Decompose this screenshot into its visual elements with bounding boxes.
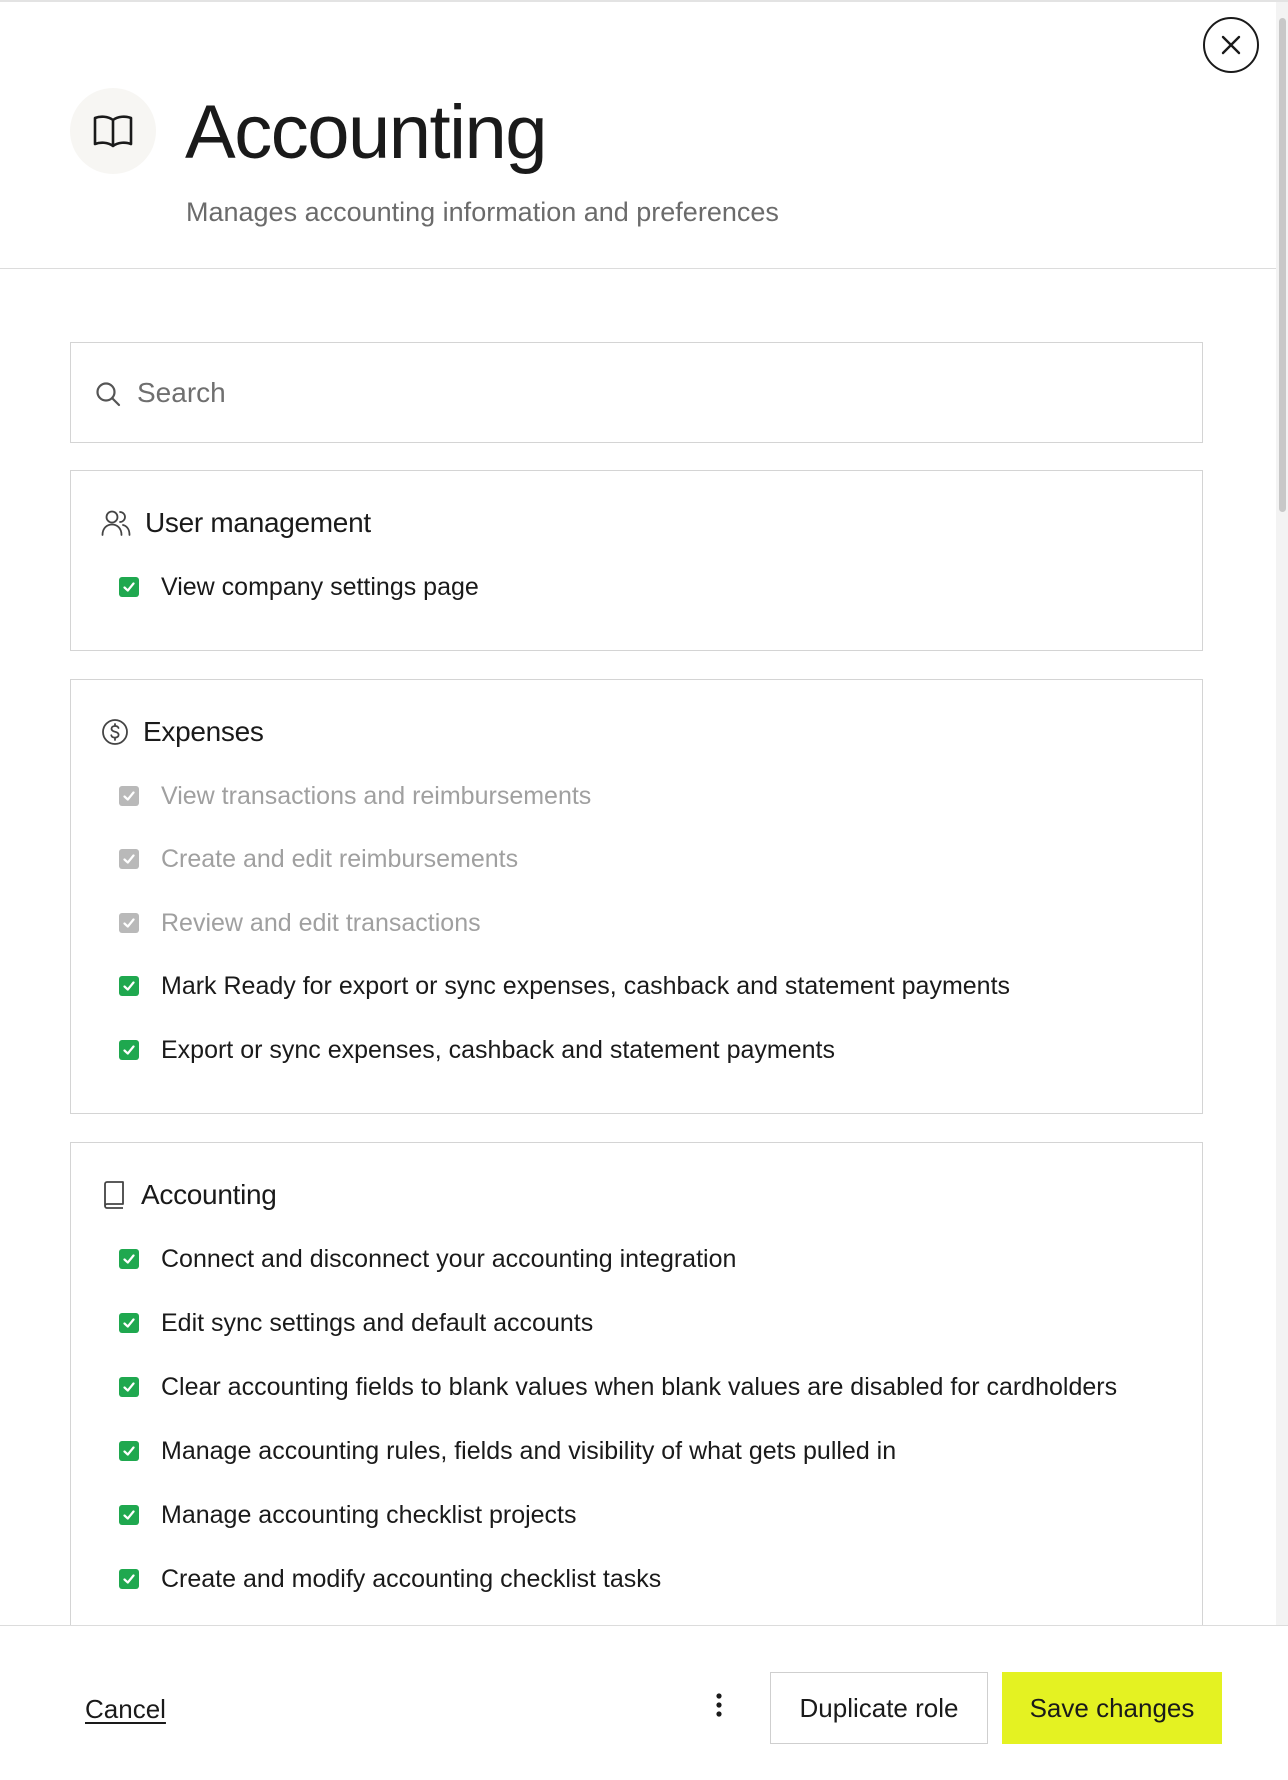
check-icon — [122, 1252, 136, 1266]
header-icon-badge — [70, 88, 156, 174]
permission-item — [119, 841, 518, 877]
check-icon — [122, 1444, 136, 1458]
permission-label: Create and edit reimbursements — [161, 845, 519, 873]
check-icon — [122, 580, 136, 594]
duplicate-role-button[interactable]: Duplicate role — [770, 1672, 988, 1744]
checkbox-checked[interactable] — [119, 577, 139, 597]
checkbox-checked[interactable] — [119, 1040, 139, 1060]
check-icon — [122, 916, 136, 930]
permission-label: Create and modify accounting checklist tasks — [161, 1565, 662, 1593]
check-icon — [122, 852, 136, 866]
section-title: Expenses — [143, 716, 264, 747]
section-header — [101, 507, 371, 539]
more-options-button[interactable] — [704, 1688, 734, 1722]
permission-label: Manage accounting checklist projects — [161, 1501, 577, 1529]
permission-item[interactable] — [119, 1032, 835, 1068]
section-header — [101, 716, 264, 748]
scrollbar-thumb[interactable] — [1279, 18, 1286, 512]
top-border — [0, 0, 1288, 2]
permission-item[interactable] — [119, 1305, 593, 1341]
section-user-management — [70, 470, 1203, 651]
permission-item[interactable] — [119, 1433, 896, 1469]
checkbox-disabled-checked — [119, 913, 139, 933]
permission-item[interactable] — [119, 1497, 577, 1533]
checkbox-checked[interactable] — [119, 1249, 139, 1269]
header-divider — [0, 268, 1276, 269]
permission-item[interactable] — [119, 1561, 661, 1597]
permission-item — [119, 905, 481, 941]
search-box[interactable] — [70, 342, 1203, 443]
check-icon — [122, 1508, 136, 1522]
checkbox-disabled-checked — [119, 786, 139, 806]
dollar-circle-icon — [101, 718, 129, 746]
section-title: Accounting — [141, 1179, 277, 1210]
permission-label: Clear accounting fields to blank values when blank values are disabled for cardholders — [161, 1373, 1118, 1401]
section-header — [101, 1179, 277, 1211]
check-icon — [122, 979, 136, 993]
open-book-icon — [92, 113, 134, 149]
close-icon — [1220, 34, 1242, 56]
search-input[interactable] — [137, 343, 1177, 442]
permission-label: View transactions and reimbursements — [161, 782, 592, 810]
check-icon — [122, 1316, 136, 1330]
section-expenses — [70, 679, 1203, 1114]
permission-label: Export or sync expenses, cashback and statement payments — [161, 1036, 835, 1064]
checkbox-checked[interactable] — [119, 1505, 139, 1525]
check-icon — [122, 1043, 136, 1057]
permission-label: Mark Ready for export or sync expenses, cashback and statement payments — [161, 972, 1011, 1000]
check-icon — [122, 1380, 136, 1394]
page-title: Accounting — [185, 90, 547, 175]
checkbox-checked[interactable] — [119, 1377, 139, 1397]
permission-label: Connect and disconnect your accounting integration — [161, 1245, 737, 1273]
book-icon — [101, 1180, 127, 1210]
checkbox-checked[interactable] — [119, 1569, 139, 1589]
check-icon — [122, 1572, 136, 1586]
check-icon — [122, 789, 136, 803]
cancel-link[interactable]: Cancel — [85, 1694, 166, 1724]
permission-label: Review and edit transactions — [161, 909, 481, 937]
close-button[interactable] — [1203, 17, 1259, 73]
permission-label: View company settings page — [161, 573, 479, 601]
permission-label: Edit sync settings and default accounts — [161, 1309, 594, 1337]
permission-item[interactable] — [119, 1241, 736, 1277]
page-subtitle: Manages accounting information and preferences — [186, 197, 779, 227]
checkbox-checked[interactable] — [119, 1313, 139, 1333]
save-changes-button[interactable]: Save changes — [1002, 1672, 1222, 1744]
search-icon — [95, 381, 121, 407]
checkbox-checked[interactable] — [119, 976, 139, 996]
permission-item[interactable] — [119, 569, 479, 605]
section-title: User management — [145, 507, 371, 538]
checkbox-checked[interactable] — [119, 1441, 139, 1461]
permission-label: Manage accounting rules, fields and visibility of what gets pulled in — [161, 1437, 897, 1465]
checkbox-disabled-checked — [119, 849, 139, 869]
permission-item[interactable] — [119, 1369, 1117, 1405]
users-icon — [101, 509, 131, 537]
section-accounting — [70, 1142, 1203, 1662]
footer-action-bar — [0, 1625, 1288, 1780]
more-vertical-icon — [715, 1692, 723, 1718]
permission-item[interactable] — [119, 968, 1010, 1004]
permission-item — [119, 778, 591, 814]
